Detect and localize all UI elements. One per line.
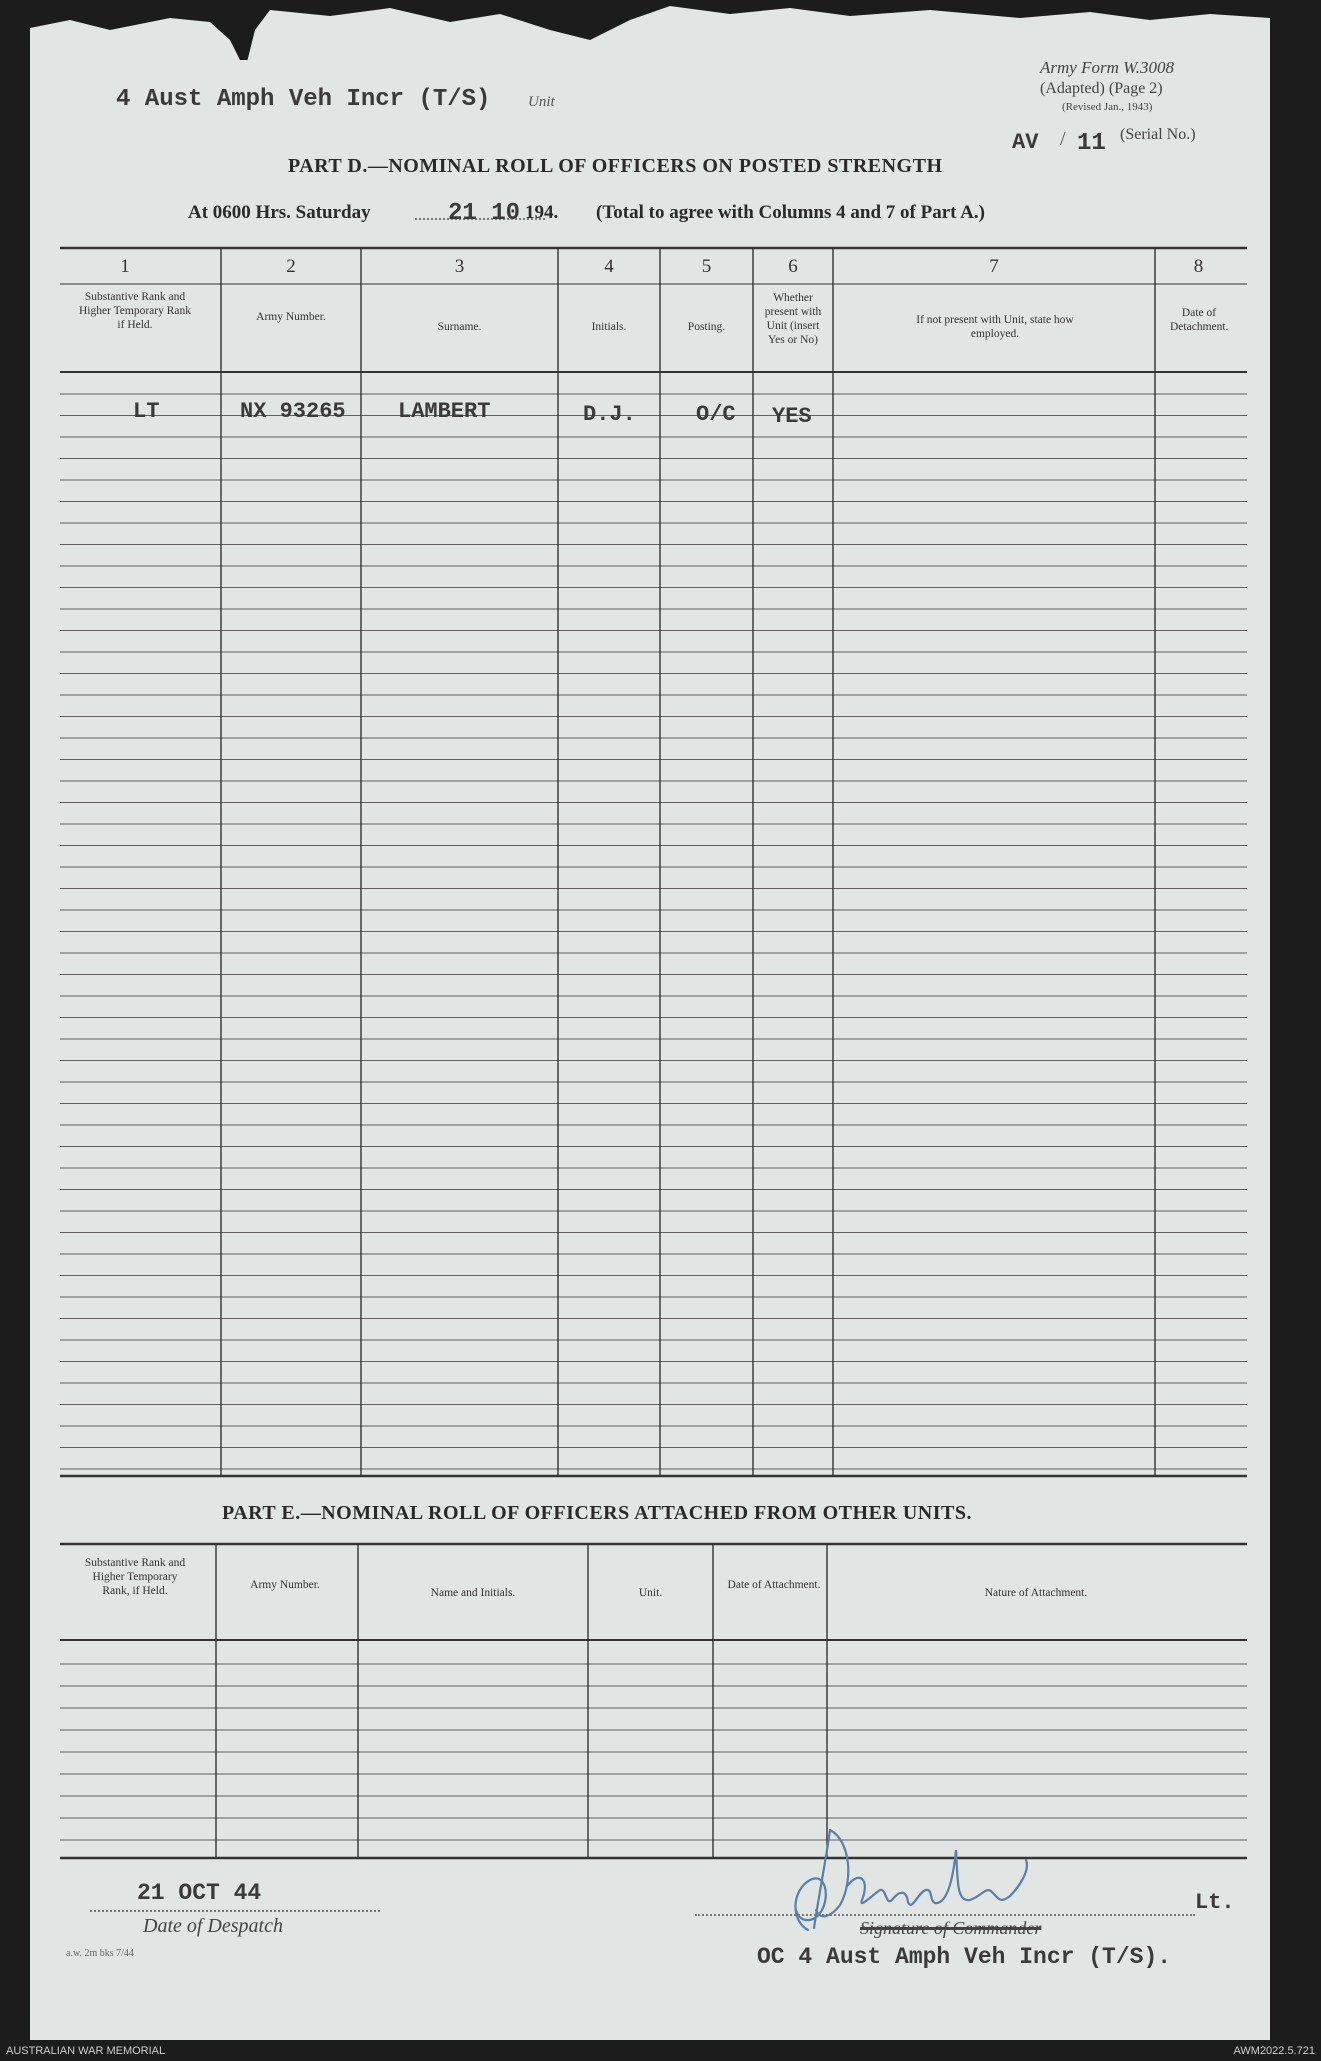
- army-form-line3: (Revised Jan., 1943): [1062, 101, 1153, 113]
- part-e-header-date: Date of Attachment.: [727, 1579, 821, 1591]
- part-e-header-army-number: Army Number.: [250, 1579, 320, 1591]
- part-e-header-name: Name and Initials.: [430, 1587, 516, 1599]
- total-note: (Total to agree with Columns 4 and 7 of Part A.): [596, 202, 985, 223]
- col-header-employed: If not present with Unit, state how employed.: [916, 314, 1074, 340]
- part-e-header-rank: Substantive Rank and Higher Temporary Rank, if Held.: [84, 1557, 186, 1597]
- row-army-number: NX 93265: [240, 399, 346, 424]
- part-e-header-nature: Nature of Attachment.: [984, 1587, 1088, 1599]
- row-initials: D.J.: [583, 402, 636, 427]
- row-surname: LAMBERT: [398, 399, 491, 424]
- col-header-initials: Initials.: [591, 321, 627, 333]
- serial-slash: /: [1060, 128, 1066, 150]
- row-posting: O/C: [696, 402, 736, 427]
- form-grid: [30, 0, 1270, 2040]
- col-num-1: 1: [120, 256, 130, 277]
- serial-prefix: AV: [1012, 130, 1039, 155]
- signature-rank: Lt.: [1195, 1890, 1235, 1915]
- serial-label: (Serial No.): [1120, 126, 1196, 143]
- col-num-4: 4: [604, 256, 614, 277]
- despatch-line: [90, 1910, 380, 1912]
- signature-title: OC 4 Aust Amph Veh Incr (T/S).: [757, 1944, 1172, 1970]
- row-rank: LT: [133, 399, 160, 424]
- at-hours-label: At 0600 Hrs. Saturday: [188, 202, 371, 223]
- despatch-date: 21 OCT 44: [137, 1880, 262, 1906]
- part-e-title: PART E.—NOMINAL ROLL OF OFFICERS ATTACHED FROM OTHER UNITS.: [222, 1502, 972, 1524]
- army-form-line1: Army Form W.3008: [1040, 58, 1174, 77]
- unit-label: Unit: [528, 94, 555, 110]
- serial-number: 11: [1077, 130, 1106, 157]
- part-d-title: PART D.—NOMINAL ROLL OF OFFICERS ON POSTED STRENGTH: [288, 155, 943, 177]
- col-header-detachment: Date of Detachment.: [1170, 307, 1229, 333]
- col-header-rank: Substantive Rank and Higher Temporary Rank if Held.: [78, 291, 192, 331]
- col-num-8: 8: [1193, 256, 1204, 277]
- col-header-present: Whether present with Unit (insert Yes or No): [764, 292, 822, 346]
- year-prefix: 194.: [525, 202, 559, 223]
- footer-right: AWM2022.5.721: [1233, 2045, 1315, 2057]
- print-code: a.w. 2m bks 7/44: [66, 1948, 134, 1959]
- col-header-surname: Surname.: [437, 321, 482, 333]
- col-num-6: 6: [788, 256, 798, 277]
- signature-struck-label: Signature of Commander: [860, 1918, 1042, 1938]
- archive-footer: [0, 2041, 1321, 2061]
- date-value: 21 10: [448, 200, 521, 227]
- signature-line: [695, 1914, 1195, 1916]
- footer-left: AUSTRALIAN WAR MEMORIAL: [6, 2045, 166, 2057]
- part-e-header-unit: Unit.: [638, 1587, 663, 1599]
- col-header-army-number: Army Number.: [256, 311, 326, 323]
- row-employed: [835, 400, 1153, 422]
- row-detachment: [1158, 400, 1240, 422]
- col-num-3: 3: [454, 256, 465, 277]
- form-page: [30, 0, 1270, 2040]
- col-num-7: 7: [989, 256, 999, 277]
- army-form-line2: (Adapted) (Page 2): [1040, 80, 1163, 97]
- row-present: YES: [772, 404, 812, 429]
- col-header-posting: Posting.: [687, 321, 726, 333]
- unit-value: 4 Aust Amph Veh Incr (T/S): [116, 86, 491, 113]
- col-num-2: 2: [286, 256, 296, 277]
- part-d-grid: [60, 248, 1247, 1476]
- despatch-label: Date of Despatch: [143, 1915, 283, 1937]
- col-num-5: 5: [701, 256, 712, 277]
